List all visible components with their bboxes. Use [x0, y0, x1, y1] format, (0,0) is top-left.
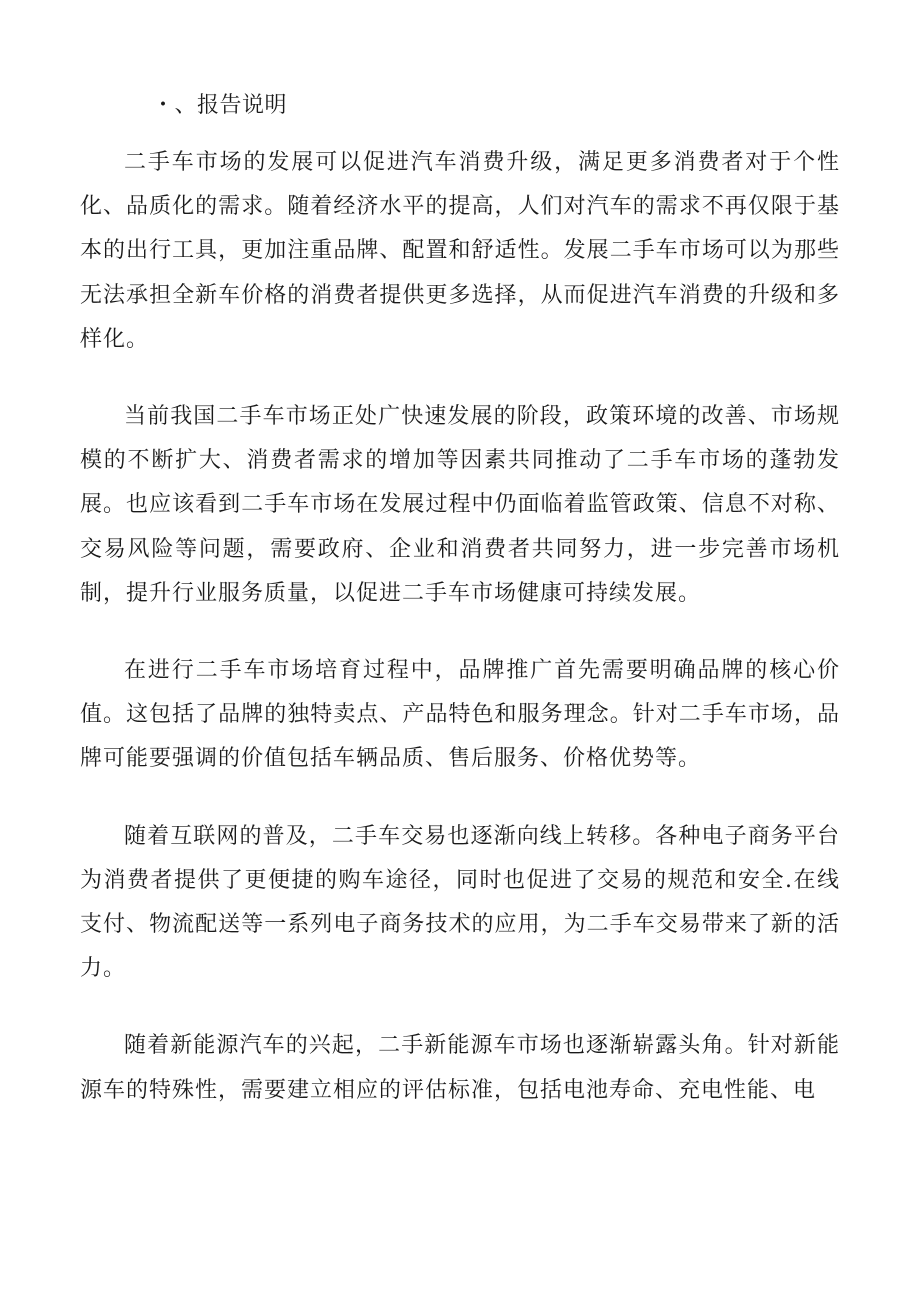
paragraph: 当前我国二手车市场正处广快速发展的阶段，政策环境的改善、市场规模的不断扩大、消费者需求的增加等因素共同推动了二手车市场的蓬勃发展。也应该看到二手车市场在发展过程中仍面临着监管政策、信息不对称、交易风险等问题，需要政府、企业和消费者共同努力，进一步完善市场机制，提升行业服务质量，以促进二手车市场健康可持续发展。 [80, 404, 840, 606]
paragraph: 在进行二手车市场培育过程中，品牌推广首先需要明确品牌的核心价值。这包括了品牌的独特卖点、产品特色和服务理念。针对二手车市场，品牌可能要强调的价值包括车辆品质、售后服务、价格优势等。 [80, 658, 840, 772]
paragraph: 二手车市场的发展可以促进汽车消费升级，满足更多消费者对于个性化、品质化的需求。随着经济水平的提高，人们对汽车的需求不再仅限于基本的出行工具，更加注重品牌、配置和舒适性。发展二手车市场可以为那些无法承担全新车价格的消费者提供更多选择，从而促进汽车消费的升级和多样化。 [80, 150, 840, 352]
section-heading: ・、报告说明 [152, 93, 288, 118]
paragraph: 随着新能源汽车的兴起，二手新能源车市场也逐渐崭露头角。针对新能源车的特殊性，需要建立相应的评估标准，包括电池寿命、充电性能、电 [80, 1033, 840, 1103]
paragraph: 随着互联网的普及，二手车交易也逐渐向线上转移。各种电子商务平台为消费者提供了更便捷的购车途径，同时也促进了交易的规范和安全.在线支付、物流配送等一系列电子商务技术的应用，为二手车交易带来了新的活力。 [80, 823, 840, 982]
document-body [80, 141, 840, 1146]
